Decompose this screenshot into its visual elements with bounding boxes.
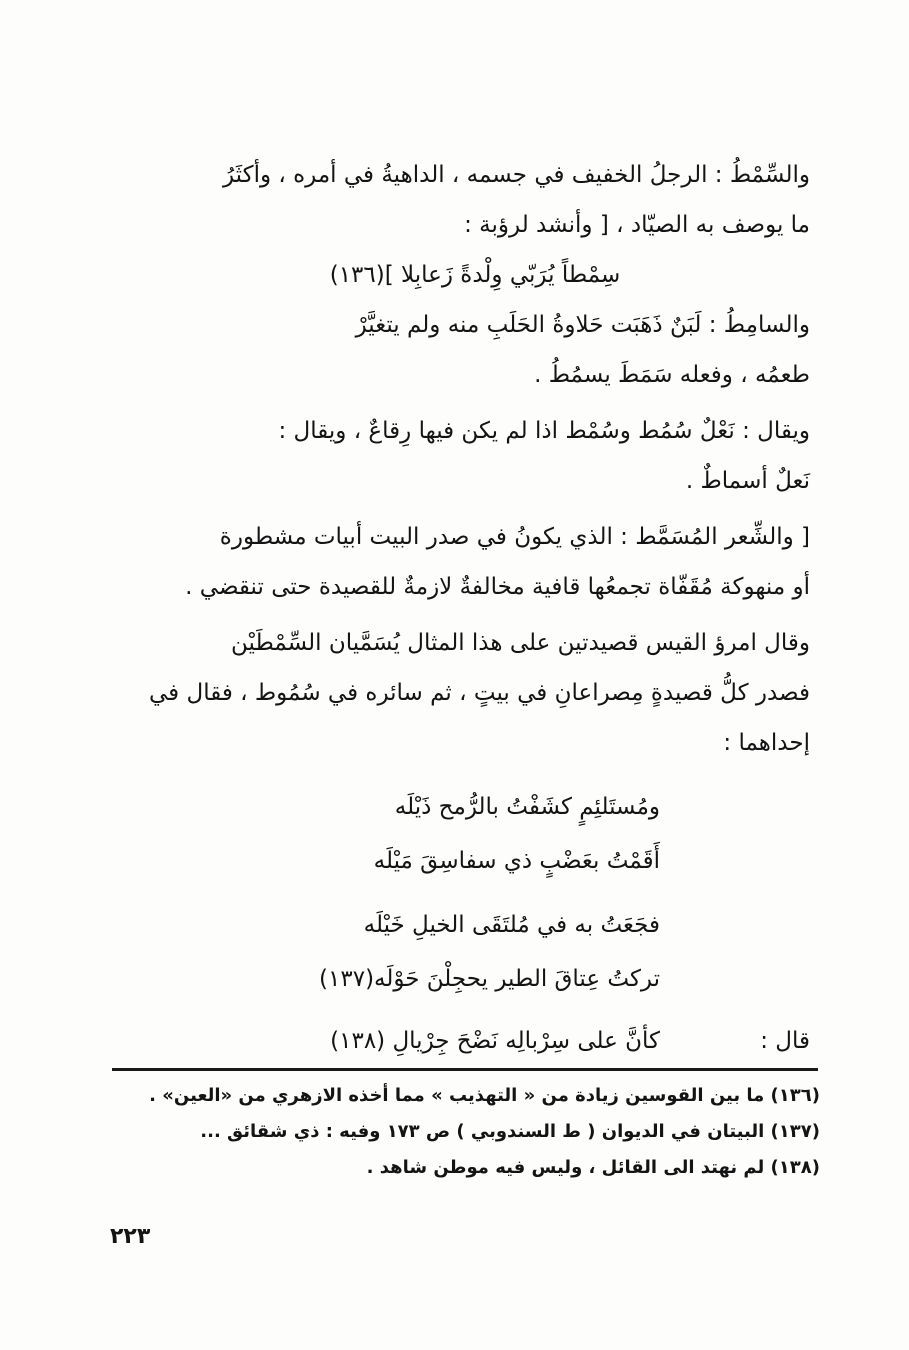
footnote: (١٣٨) لم نهتد الى القائل ، وليس فيه موطن شاهد . bbox=[366, 1157, 820, 1178]
page-number: ٢٢٣ bbox=[110, 1224, 151, 1249]
verse-group-1 bbox=[220, 780, 660, 888]
verse-line: أَقَمْتُ بعَضْبٍ ذي سفاسِقَ مَيْلَه bbox=[373, 848, 660, 874]
verse-line: ومُستَلئِمٍ كشَفْتُ بالرُّمح ذَيْلَه bbox=[394, 794, 660, 820]
footnotes bbox=[110, 1078, 820, 1186]
main-text bbox=[100, 150, 810, 1068]
text-line: ما يوصف به الصيّاد ، [ وأنشد لرؤبة : bbox=[464, 212, 810, 238]
text-line: والسامِطُ : لَبَنٌ ذَهَبَت حَلاوةُ الحَلَبِ منه ولم يتغيَّرْ bbox=[355, 312, 810, 338]
text-line: أو منهوكة مُقَفّاة تجمعُها قافية مخالفةٌ لازمةٌ للقصيدة حتى تنقضي . bbox=[185, 574, 810, 600]
qal-label: قال : bbox=[760, 1028, 810, 1054]
text-line: إحداهما : bbox=[723, 730, 810, 756]
footnote-divider bbox=[112, 1068, 818, 1071]
rajaz-verse: سِمْطاً يُرَبّي وِلْدةً زَعابِلا ](١٣٦) bbox=[329, 262, 621, 288]
verse-group-2 bbox=[220, 898, 660, 1006]
verse-line: فجَعَتُ به في مُلتَقَى الخيلِ خَيْلَه bbox=[363, 912, 660, 938]
text-line: [ والشِّعر المُسَمَّط : الذي يكونُ في صدر البيت أبيات مشطورة bbox=[219, 524, 810, 550]
verse-line: كأنَّ على سِرْبالِه نَضْحَ جِرْيالِ (١٣٨) bbox=[330, 1028, 660, 1054]
qal-verse-row bbox=[100, 1014, 810, 1068]
text-line: ويقال : نَعْلٌ سُمُط وسُمْط اذا لم يكن فيها رِقاعٌ ، ويقال : bbox=[278, 418, 810, 444]
footnote: (١٣٦) ما بين القوسين زيادة من « التهذيب » مما أخذه الازهري من «العين» . bbox=[149, 1085, 820, 1106]
footnote: (١٣٧) البيتان في الديوان ( ط السندوبي ) ص ١٧٣ وفيه : ذي شقائق ... bbox=[200, 1121, 820, 1142]
verse-line: تركتُ عِتاقَ الطير يحجِلْنَ حَوْلَه(١٣٧) bbox=[319, 966, 660, 992]
text-line: فصدر كلُّ قصيدةٍ مِصراعانِ في بيتٍ ، ثم سائره في سُمُوط ، فقال في bbox=[149, 680, 810, 706]
text-line: والسِّمْطُ : الرجلُ الخفيف في جسمه ، الداهيةُ في أمره ، وأكثَرُ bbox=[222, 162, 810, 188]
text-line: وقال امرؤ القيس قصيدتين على هذا المثال يُسَمَّيان السِّمْطَيْن bbox=[231, 630, 810, 656]
text-line: نَعلٌ أسماطٌ . bbox=[685, 468, 810, 494]
text-line: طعمُه ، وفعله سَمَطَ يسمُطُ . bbox=[534, 362, 810, 388]
